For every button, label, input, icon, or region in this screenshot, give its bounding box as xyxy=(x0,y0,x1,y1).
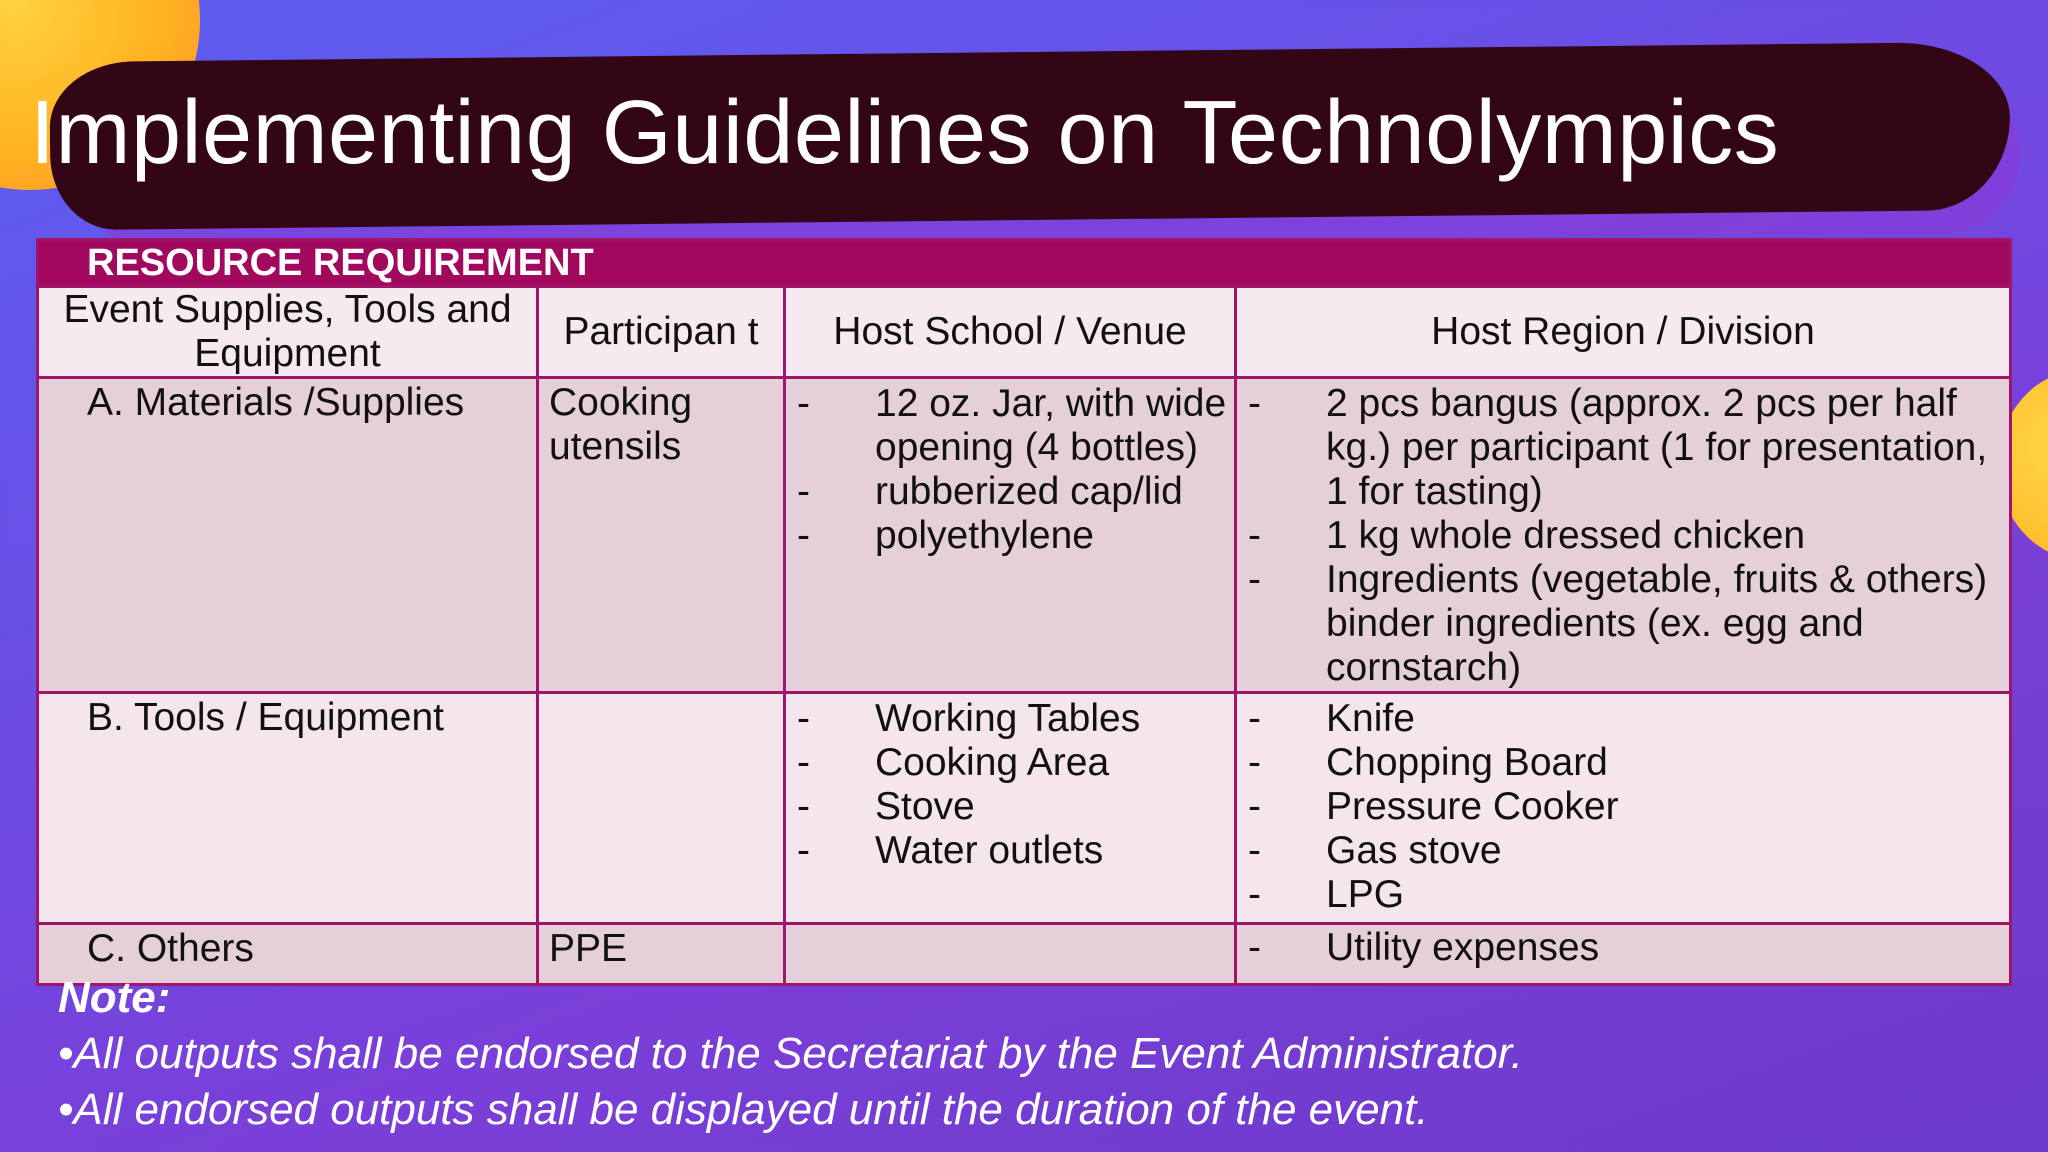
list-item: - polyethylene xyxy=(797,514,1094,557)
host-school-cell xyxy=(785,693,1236,924)
table-row xyxy=(38,693,2011,924)
list-item: - Pressure Cooker xyxy=(1248,785,1619,828)
bullet-dash: - xyxy=(1248,514,1261,557)
list-item: - Stove xyxy=(797,785,975,828)
bullet-dash: - xyxy=(797,470,810,513)
category-cell: C. Others xyxy=(38,924,538,985)
note-line: •All endorsed outputs shall be displayed until the duration of the event. xyxy=(58,1085,1429,1134)
category-cell: B. Tools / Equipment xyxy=(38,693,538,924)
category-cell: A. Materials /Supplies xyxy=(38,378,538,693)
section-header: RESOURCE REQUIREMENT xyxy=(38,240,2011,287)
list-item: - Knife xyxy=(1248,697,1415,740)
bullet-dash: - xyxy=(1248,873,1261,916)
participant-cell: PPE xyxy=(538,924,785,985)
bullet-dash: - xyxy=(1248,697,1261,740)
bullet-dash: - xyxy=(797,785,810,828)
table-row xyxy=(38,378,2011,693)
list-item: - Working Tables xyxy=(797,697,1141,740)
list-item: - 2 pcs bangus (approx. 2 pcs per half kg.) per participant (1 for presentation, 1 for tasting) xyxy=(1248,382,1988,513)
bullet-dash: - xyxy=(797,382,810,425)
list-item: - LPG xyxy=(1248,873,1405,916)
resource-table xyxy=(36,238,2012,986)
participant-cell xyxy=(538,693,785,924)
bullet-dash: - xyxy=(1248,382,1261,425)
bullet-dash: - xyxy=(797,514,810,557)
column-header: Participan t xyxy=(538,287,785,378)
note-title: Note: xyxy=(58,973,171,1022)
column-header: Host School / Venue xyxy=(785,287,1236,378)
host-region-cell xyxy=(1236,693,2011,924)
list-item: - Utility expenses xyxy=(1248,926,1600,969)
list-item: - Ingredients (vegetable, fruits & others) binder ingredients (ex. egg and cornstarch) xyxy=(1248,558,1988,689)
slide-title: Implementing Guidelines on Technolympics xyxy=(30,83,1780,183)
column-header: Event Supplies, Tools and Equipment xyxy=(38,287,538,378)
list-item: - 1 kg whole dressed chicken xyxy=(1248,514,1806,557)
list-item: - Water outlets xyxy=(797,829,1104,872)
table-header-row xyxy=(38,287,2011,378)
host-school-cell xyxy=(785,378,1236,693)
bullet-dash: - xyxy=(1248,558,1261,601)
list-item: - Cooking Area xyxy=(797,741,1110,784)
bullet-dash: - xyxy=(797,741,810,784)
column-header: Host Region / Division xyxy=(1236,287,2011,378)
note-section xyxy=(58,970,1523,1138)
bullet-dash: - xyxy=(1248,926,1261,969)
bullet-dash: - xyxy=(797,697,810,740)
bullet-dash: - xyxy=(1248,785,1261,828)
list-item: - Gas stove xyxy=(1248,829,1502,872)
list-item: - rubberized cap/lid xyxy=(797,470,1183,513)
list-item: - 12 oz. Jar, with wide opening (4 bottles) xyxy=(797,382,1227,469)
bullet-dash: - xyxy=(1248,829,1261,872)
note-line: •All outputs shall be endorsed to the Secretariat by the Event Administrator. xyxy=(58,1029,1523,1078)
participant-cell: Cooking utensils xyxy=(538,378,785,693)
bullet-dash: - xyxy=(797,829,810,872)
bullet-dash: - xyxy=(1248,741,1261,784)
host-region-cell xyxy=(1236,378,2011,693)
list-item: - Chopping Board xyxy=(1248,741,1608,784)
